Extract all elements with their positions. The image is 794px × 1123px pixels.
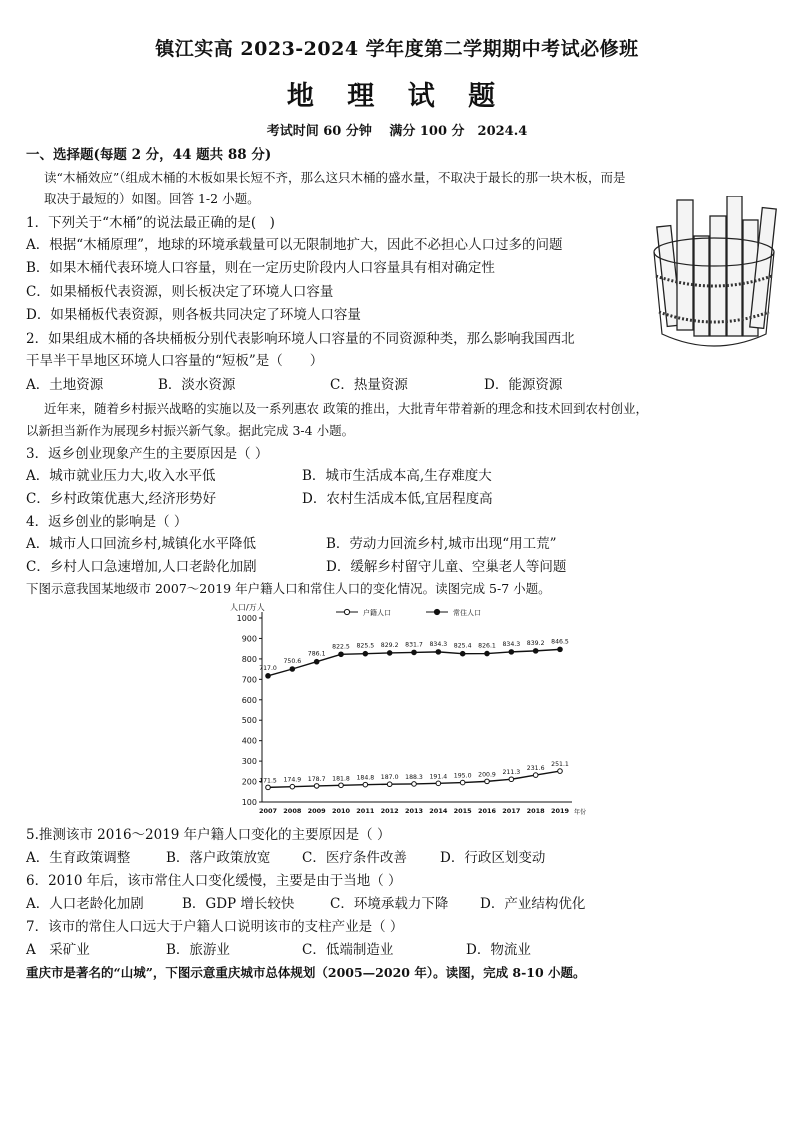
data-label: 822.5 bbox=[332, 643, 350, 651]
x-tick-label: 2018 bbox=[526, 807, 545, 815]
data-label: 195.0 bbox=[453, 772, 472, 780]
q2-stem-line-1: 2．如果组成木桶的各块桶板分别代表影响环境人口容量的不同资源种类，那么影响我国西北 bbox=[26, 331, 575, 347]
data-point bbox=[266, 674, 271, 679]
data-label: 178.7 bbox=[307, 775, 326, 783]
passage3: 下图示意我国某地级市 2007～2019 年户籍人口和常住人口的变化情况。读图完成 5-7 小题。 bbox=[26, 581, 551, 596]
data-point bbox=[363, 782, 368, 787]
data-point bbox=[266, 785, 271, 790]
data-label: 786.1 bbox=[307, 650, 326, 658]
q4-option-a: A．城市人口回流乡村,城镇化水平降低 bbox=[26, 536, 257, 552]
q4-stem: 4．返乡创业的影响是（ ） bbox=[26, 514, 188, 530]
data-label: 171.5 bbox=[259, 777, 277, 785]
passage2-line-1: 近年来，随着乡村振兴战略的实施以及一系列惠农 政策的推出，大批青年带着新的理念和技术回到农村创业， bbox=[44, 401, 648, 416]
q5-option-d: D．行政区划变动 bbox=[440, 850, 546, 866]
x-tick-label: 2014 bbox=[429, 807, 448, 815]
q3-stem: 3．返乡创业现象产生的主要原因是（ ） bbox=[26, 446, 269, 462]
q1-option-a: A．根据“木桶原理”，地球的环境承载量可以无限制地扩大，因此不必担心人口过多的问题 bbox=[26, 237, 563, 253]
x-tick-label: 2011 bbox=[356, 807, 375, 815]
q6-option-b: B．GDP 增长较快 bbox=[182, 896, 295, 912]
q4-option-d: D．缓解乡村留守儿童、空巢老人等问题 bbox=[326, 559, 567, 575]
q6-stem: 6．2010 年后，该市常住人口变化缓慢，主要是由于当地（ ） bbox=[26, 873, 402, 889]
y-tick-label: 400 bbox=[241, 736, 257, 746]
data-point bbox=[387, 651, 392, 656]
q6-option-c: C．环境承载力下降 bbox=[330, 896, 449, 912]
data-label: 834.3 bbox=[429, 640, 448, 648]
q4-option-b: B．劳动力回流乡村,城市出现“用工荒” bbox=[326, 536, 557, 552]
q7-stem: 7．该市的常住人口远大于户籍人口说明该市的支柱产业是（ ） bbox=[26, 919, 404, 935]
x-tick-label: 2015 bbox=[453, 807, 472, 815]
data-point bbox=[533, 773, 538, 778]
data-label: 184.8 bbox=[356, 774, 375, 782]
q4-option-c: C．乡村人口急速增加,人口老龄化加剧 bbox=[26, 559, 257, 575]
q5-option-a: A．生育政策调整 bbox=[26, 850, 131, 866]
y-tick-label: 900 bbox=[241, 634, 257, 644]
q3-option-a: A．城市就业压力大,收入水平低 bbox=[26, 468, 216, 484]
y-tick-label: 100 bbox=[241, 798, 257, 807]
data-label: 191.4 bbox=[429, 773, 448, 781]
data-point bbox=[436, 781, 441, 786]
data-label: 826.1 bbox=[478, 642, 496, 650]
data-point bbox=[314, 784, 319, 789]
q2-stem-line-2: 干旱半干旱地区环境人口容量的“短板”是（ ） bbox=[26, 353, 324, 369]
data-point bbox=[314, 659, 319, 664]
q3-option-b: B．城市生活成本高,生存难度大 bbox=[302, 468, 492, 484]
legend-label: 户籍人口 bbox=[363, 609, 391, 617]
q3-option-c: C．乡村政策优惠大,经济形势好 bbox=[26, 491, 217, 507]
data-point bbox=[339, 783, 344, 788]
q1-option-c: C．如果桶板代表资源，则长板决定了环境人口容量 bbox=[26, 284, 334, 300]
wooden-bucket-illustration bbox=[648, 196, 780, 356]
q7-option-c: C．低端制造业 bbox=[302, 942, 394, 958]
data-label: 181.8 bbox=[332, 775, 350, 783]
q5-stem: 5.推测该市 2016～2019 年户籍人口变化的主要原因是（ ） bbox=[26, 827, 391, 843]
x-axis-label: 年份 bbox=[574, 809, 586, 816]
data-label: 174.9 bbox=[283, 776, 302, 784]
q7-option-b: B．旅游业 bbox=[166, 942, 230, 958]
legend-marker bbox=[434, 609, 439, 614]
data-point bbox=[460, 780, 465, 785]
q2-option-c: C．热量资源 bbox=[330, 377, 408, 393]
legend-label: 常住人口 bbox=[453, 609, 481, 617]
data-point bbox=[460, 651, 465, 656]
data-point bbox=[485, 779, 490, 784]
data-label: 251.1 bbox=[551, 761, 569, 769]
x-tick-label: 2007 bbox=[258, 807, 278, 815]
q1-stem: 1．下列关于“木桶”的说法最正确的是( ) bbox=[26, 215, 275, 231]
data-point bbox=[412, 782, 417, 787]
q2-option-d: D．能源资源 bbox=[484, 377, 563, 393]
data-label: 839.2 bbox=[526, 639, 545, 647]
data-label: 200.9 bbox=[478, 771, 496, 779]
legend-marker bbox=[344, 609, 349, 614]
x-tick-label: 2010 bbox=[331, 807, 351, 815]
data-point bbox=[412, 650, 417, 655]
q5-option-b: B．落户政策放宽 bbox=[166, 850, 271, 866]
y-tick-label: 800 bbox=[241, 654, 257, 664]
data-point bbox=[558, 647, 563, 652]
y-axis-label: 人口/万人 bbox=[230, 603, 265, 612]
q1-option-d: D．如果桶板代表资源，则各板共同决定了环境人口容量 bbox=[26, 307, 361, 323]
data-point bbox=[290, 667, 295, 672]
data-point bbox=[436, 650, 441, 655]
subject-title: 地 理 试 题 bbox=[286, 81, 508, 112]
data-point bbox=[558, 769, 563, 774]
data-point bbox=[509, 777, 514, 782]
q2-option-b: B．淡水资源 bbox=[158, 377, 236, 393]
data-label: 825.4 bbox=[453, 642, 472, 650]
data-label: 834.3 bbox=[502, 640, 521, 648]
q5-option-c: C．医疗条件改善 bbox=[302, 850, 407, 866]
data-point bbox=[363, 651, 368, 656]
x-tick-label: 2019 bbox=[550, 807, 570, 815]
data-point bbox=[485, 651, 490, 656]
y-tick-label: 700 bbox=[241, 675, 257, 685]
data-point bbox=[509, 650, 514, 655]
intro-line-1: 读“木桶效应”（组成木桶的木板如果长短不齐，那么这只木桶的盛水量，不取决于最长的那一块木板，而是 bbox=[44, 170, 626, 185]
data-label: 825.5 bbox=[356, 642, 375, 650]
y-tick-label: 200 bbox=[241, 777, 257, 787]
data-label: 187.0 bbox=[380, 774, 399, 782]
data-label: 717.0 bbox=[259, 664, 277, 672]
population-line-chart bbox=[226, 598, 586, 826]
x-tick-label: 2009 bbox=[307, 807, 326, 815]
x-tick-label: 2016 bbox=[477, 807, 497, 815]
q3-option-d: D．农村生活成本低,宜居程度高 bbox=[302, 491, 493, 507]
q6-option-a: A．人口老龄化加剧 bbox=[26, 896, 144, 912]
q7-option-d: D．物流业 bbox=[466, 942, 531, 958]
x-tick-label: 2012 bbox=[380, 807, 399, 815]
data-label: 846.5 bbox=[551, 638, 569, 646]
data-label: 831.7 bbox=[405, 641, 423, 649]
data-label: 829.2 bbox=[380, 641, 399, 649]
y-tick-label: 300 bbox=[241, 757, 257, 767]
q1-option-b: B．如果木桶代表环境人口容量，则在一定历史阶段内人口容量具有相对确定性 bbox=[26, 260, 495, 276]
exam-info: 考试时间 60 分钟 满分 100 分 2024.4 bbox=[266, 124, 528, 139]
data-point bbox=[533, 649, 538, 654]
data-label: 188.3 bbox=[405, 773, 423, 781]
data-label: 211.3 bbox=[502, 769, 521, 777]
data-point bbox=[290, 784, 295, 789]
data-label: 750.6 bbox=[283, 657, 302, 665]
passage2-line-2: 以新担当新作为展现乡村振兴新气象。据此完成 3-4 小题。 bbox=[26, 423, 355, 438]
section-heading: 一、选择题(每题 2 分，44 题共 88 分) bbox=[26, 147, 272, 163]
q7-option-a: A 采矿业 bbox=[26, 942, 90, 958]
q6-option-d: D．产业结构优化 bbox=[480, 896, 586, 912]
q2-option-a: A．土地资源 bbox=[26, 377, 104, 393]
y-tick-label: 1000 bbox=[236, 614, 257, 623]
x-tick-label: 2013 bbox=[404, 807, 424, 815]
intro-line-2: 取决于最短的）如图。回答 1-2 小题。 bbox=[44, 191, 260, 206]
exam-title: 镇江实高 2023-2024 学年度第二学期期中考试必修班 bbox=[155, 38, 639, 60]
data-point bbox=[339, 652, 344, 657]
y-tick-label: 600 bbox=[241, 695, 257, 705]
data-point bbox=[387, 782, 392, 787]
passage4: 重庆市是著名的“山城”，下图示意重庆城市总体规划（2005—2020 年）。读图，完成 8-10 小题。 bbox=[26, 965, 586, 980]
x-tick-label: 2008 bbox=[283, 807, 302, 815]
x-tick-label: 2017 bbox=[502, 807, 521, 815]
y-tick-label: 500 bbox=[241, 716, 257, 726]
data-label: 231.6 bbox=[526, 765, 545, 773]
